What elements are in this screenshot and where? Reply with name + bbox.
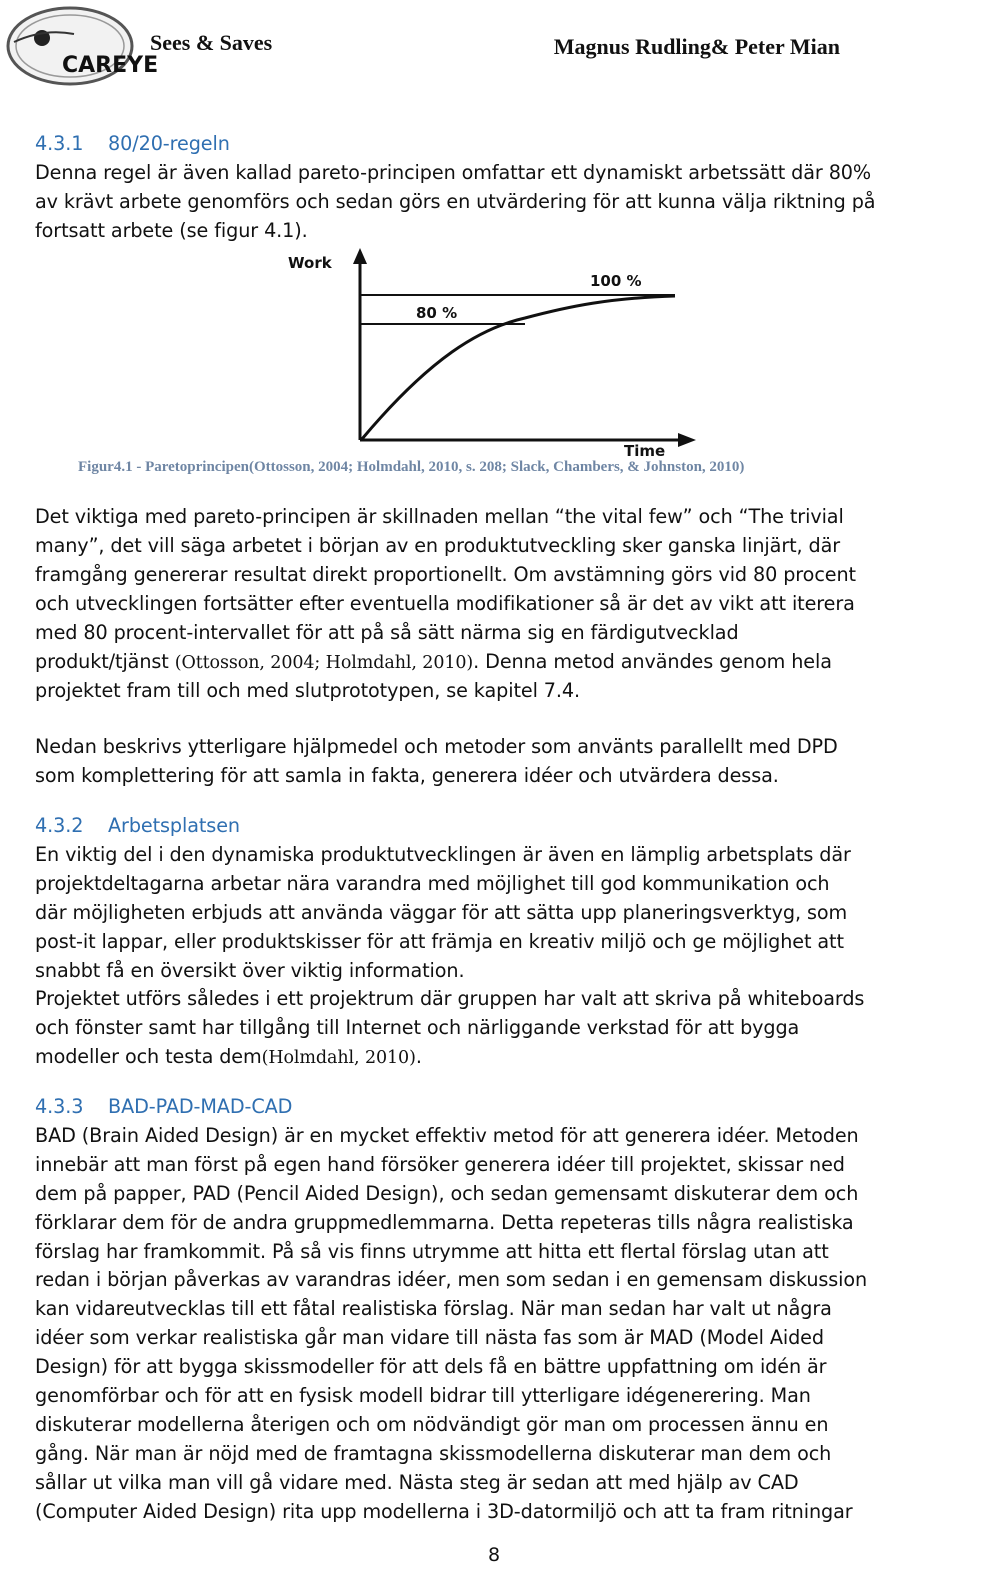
paragraph-tools bbox=[35, 733, 955, 791]
page-number: 8 bbox=[487, 1544, 501, 1566]
citation: (Holmdahl, 2010) bbox=[261, 1048, 416, 1069]
text-span: . bbox=[415, 1045, 422, 1069]
x-axis-arrow bbox=[678, 433, 696, 447]
careye-logo bbox=[4, 2, 159, 86]
header-authors: Magnus Rudling& Peter Mian bbox=[553, 34, 840, 59]
text-span: modeller och testa dem bbox=[35, 1045, 262, 1069]
figure-caption: Figur4.1 - Paretoprincipen(Ottosson, 2004; Holmdahl, 2010, s. 208; Slack, Chambers, & Johnston, 2010) bbox=[78, 459, 745, 475]
x-axis-label: Time bbox=[624, 442, 666, 460]
pareto-figure bbox=[280, 248, 710, 458]
text-span: produkt/tjänst bbox=[35, 649, 175, 673]
body-line: (Computer Aided Design) rita upp modellerna i 3D-datormiljö och att ta fram ritningar bbox=[35, 1499, 853, 1523]
body-line: post-it lappar, eller produktskisser för att främja en kreativ miljö och ge möjlighet att bbox=[35, 929, 844, 953]
body-line: En viktig del i den dynamiska produktutvecklingen är även en lämplig arbetsplats där bbox=[35, 842, 851, 866]
citation: (Ottosson, 2004; Holmdahl, 2010) bbox=[174, 652, 474, 673]
body-line: Design) för att bygga skissmodeller för att dels få en bättre uppfattning om idén är bbox=[35, 1355, 827, 1379]
body-line: diskuterar modellerna återigen och om nödvändigt gör man om processen ännu en bbox=[35, 1412, 829, 1436]
section-title: Arbetsplatsen bbox=[108, 814, 240, 837]
body-line bbox=[35, 1043, 955, 1073]
body-line bbox=[35, 648, 955, 678]
section-heading bbox=[35, 1093, 955, 1122]
body-line: many”, det vill säga arbetet i början av en produktutveckling sker ganska linjärt, där bbox=[35, 533, 841, 557]
body-line: av krävt arbete genomförs och sedan görs en utvärdering för att kunna välja riktning på bbox=[35, 189, 876, 213]
body-line: och utvecklingen fortsätter efter eventuella modifikationer så är det av vikt att iterera bbox=[35, 591, 855, 615]
body-line: som komplettering för att samla in fakta, generera idéer och utvärdera dessa. bbox=[35, 763, 779, 787]
body-line: idéer som verkar realistiska går man vidare till nästa fas som är MAD (Model Aided bbox=[35, 1326, 824, 1350]
logo-text: CAREYE bbox=[62, 53, 159, 78]
section-title: BAD-PAD-MAD-CAD bbox=[108, 1095, 293, 1118]
text-span: . Denna metod användes genom hela bbox=[473, 649, 832, 673]
body-line: dem på papper, PAD (Pencil Aided Design), och sedan gemensamt diskuterar dem och bbox=[35, 1181, 859, 1205]
body-line: förklarar dem för de andra gruppmedlemmarna. Detta repeteras tills några realistiska bbox=[35, 1210, 854, 1234]
body-line: Nedan beskrivs ytterligare hjälpmedel och metoder som använts parallellt med DPD bbox=[35, 735, 838, 758]
body-line: kan vidareutvecklas till ett fåtal realistiska förslag. När man sedan har valt ut några bbox=[35, 1297, 832, 1321]
body-line: framgång genererar resultat direkt proportionellt. Om avstämning görs vid 80 procent bbox=[35, 562, 856, 586]
section-number: 4.3.2 bbox=[35, 814, 84, 837]
body-line: Denna regel är även kallad pareto-principen omfattar ett dynamiskt arbetssätt där 80% bbox=[35, 160, 872, 184]
body-line: där möjligheten erbjuds att använda väggar för att sätta upp planeringsverktyg, som bbox=[35, 900, 848, 924]
label-100-percent: 100 % bbox=[590, 272, 642, 290]
body-line: genomförbar och för att en fysisk modell bidrar till ytterligare idégenerering. Man bbox=[35, 1384, 811, 1408]
header-left-text: Sees & Saves bbox=[150, 30, 273, 55]
body-line: fortsatt arbete (se figur 4.1). bbox=[35, 218, 308, 242]
body-line: och fönster samt har tillgång till Internet och närliggande verkstad för att bygga bbox=[35, 1016, 800, 1040]
body-line: projektet fram till och med slutprototypen, se kapitel 7.4. bbox=[35, 679, 581, 703]
section-heading bbox=[35, 130, 955, 159]
section-number: 4.3.3 bbox=[35, 1095, 84, 1118]
body-line: innebär att man först på egen hand försöker generera idéer till projektet, skissar ned bbox=[35, 1152, 845, 1176]
body-line: Projektet utförs således i ett projektrum där gruppen har valt att skriva på whiteboards bbox=[35, 987, 865, 1011]
section-title: 80/20-regeln bbox=[108, 132, 230, 155]
body-line: gång. När man är nöjd med de framtagna skissmodellerna diskuterar man dem och bbox=[35, 1441, 832, 1465]
label-80-percent: 80 % bbox=[416, 304, 458, 322]
section-4-3-3 bbox=[35, 1093, 955, 1527]
section-4-3-1 bbox=[35, 130, 955, 246]
section-heading bbox=[35, 812, 955, 841]
body-line: BAD (Brain Aided Design) är en mycket effektiv metod för att generera idéer. Metoden bbox=[35, 1123, 859, 1147]
section-4-3-2 bbox=[35, 812, 955, 1073]
y-axis-arrow bbox=[353, 248, 367, 264]
y-axis-label: Work bbox=[288, 254, 332, 272]
body-line: Det viktiga med pareto-principen är skillnaden mellan “the vital few” och “The trivial bbox=[35, 505, 844, 528]
body-line: sållar ut vilka man vill gå vidare med. Nästa steg är sedan att med hjälp av CAD bbox=[35, 1470, 799, 1494]
body-line: snabbt få en översikt över viktig information. bbox=[35, 958, 465, 982]
body-line: med 80 procent-intervallet för att på så sätt närma sig en färdigutvecklad bbox=[35, 620, 739, 644]
section-number: 4.3.1 bbox=[35, 132, 84, 155]
paragraph-pareto bbox=[35, 503, 955, 706]
body-line: projektdeltagarna arbetar nära varandra med möjlighet till god kommunikation och bbox=[35, 871, 830, 895]
pareto-curve bbox=[362, 296, 675, 439]
body-line: redan i början påverkas av varandras idéer, men som sedan i en gemensam diskussion bbox=[35, 1268, 868, 1292]
body-line: förslag har framkommit. På så vis finns utrymme att hitta ett flertal förslag utan att bbox=[35, 1239, 829, 1263]
